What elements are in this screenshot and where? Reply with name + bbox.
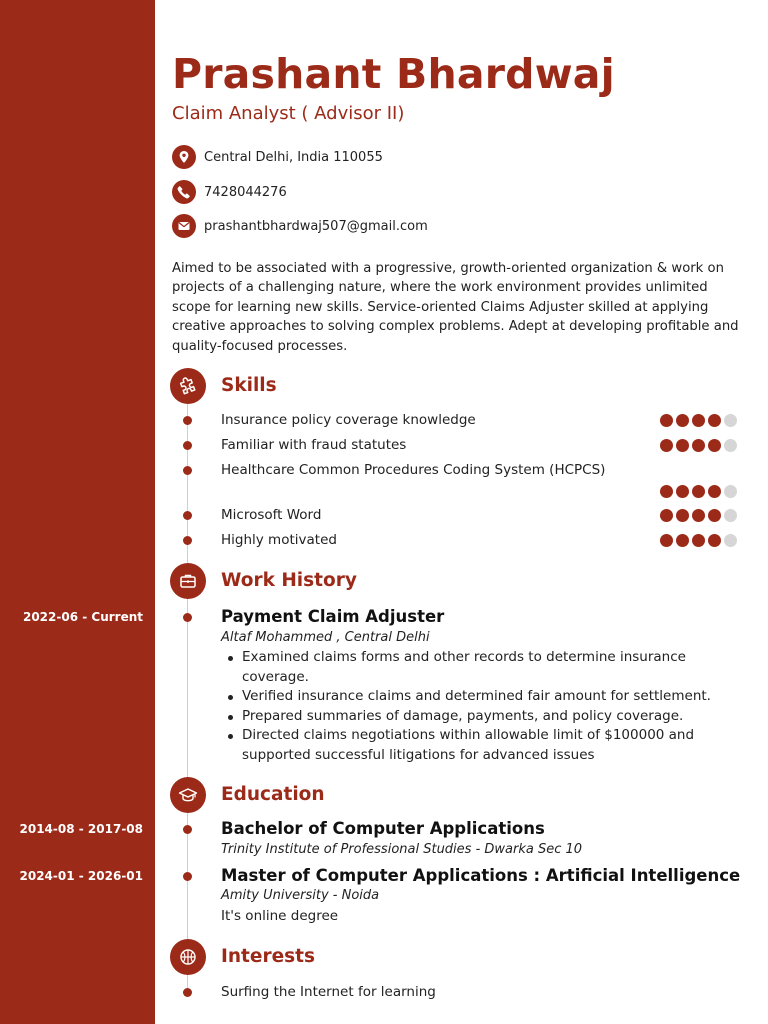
- skills-heading: Skills: [221, 375, 277, 396]
- rating-dot-filled: [692, 534, 705, 547]
- timeline-dot: [183, 825, 192, 834]
- timeline-dot: [183, 416, 192, 425]
- rating-dot-filled: [708, 534, 721, 547]
- rating-dot-filled: [660, 414, 673, 427]
- job-bullets: [242, 648, 742, 765]
- rating-dot-filled: [660, 509, 673, 522]
- rating-dot-filled: [676, 485, 689, 498]
- basketball-icon: [170, 939, 206, 975]
- rating-dot-filled: [692, 485, 705, 498]
- rating-dot-filled: [676, 439, 689, 452]
- email-link[interactable]: prashantbhardwaj507@gmail.com: [204, 218, 428, 234]
- puzzle-icon: [170, 368, 206, 404]
- education-note: It's online degree: [221, 908, 339, 924]
- skill-label: Familiar with fraud statutes: [221, 437, 407, 453]
- education-degree: Bachelor of Computer Applications: [221, 819, 545, 838]
- rating-dot-filled: [692, 414, 705, 427]
- job-title: Payment Claim Adjuster: [221, 607, 445, 626]
- skill-label: Highly motivated: [221, 532, 337, 548]
- timeline-dot: [183, 441, 192, 450]
- interests-heading: Interests: [221, 946, 315, 967]
- job-dates: 2022-06 - Current: [22, 610, 143, 624]
- contact-email[interactable]: [172, 214, 428, 238]
- rating-dot-filled: [660, 485, 673, 498]
- rating-dot-empty: [724, 485, 737, 498]
- timeline-line: [187, 386, 188, 996]
- contact-address: [172, 145, 383, 169]
- rating-dot-empty: [724, 414, 737, 427]
- profile-summary: Aimed to be associated with a progressive, growth-oriented organization & work on projects of a challenging nature, where the work environment provides unlimited scope for learning new skills. Service-oriented Claims Adjuster skilled at applying creative approaches to solving complex problems. Adept at developing profitable and quality-focused processes.: [172, 261, 739, 354]
- skill-rating: [660, 439, 737, 452]
- rating-dot-filled: [708, 439, 721, 452]
- rating-dot-filled: [660, 439, 673, 452]
- skill-label: Healthcare Common Procedures Coding System (HCPCS): [221, 462, 606, 478]
- location-pin-icon: [172, 145, 196, 169]
- education-dates: 2014-08 - 2017-08: [19, 822, 143, 836]
- skill-rating: [660, 534, 737, 547]
- rating-dot-filled: [676, 509, 689, 522]
- candidate-name: Prashant Bhardwaj: [172, 50, 615, 98]
- graduation-cap-icon: [170, 777, 206, 813]
- candidate-title: Claim Analyst ( Advisor II): [172, 103, 405, 124]
- timeline-dot: [183, 466, 192, 475]
- skill-rating: [660, 414, 737, 427]
- job-bullet: Verified insurance claims and determined fair amount for settlement.: [242, 687, 742, 707]
- contact-phone: [172, 180, 287, 204]
- rating-dot-filled: [708, 414, 721, 427]
- briefcase-icon: [170, 563, 206, 599]
- education-school: Amity University - Noida: [221, 888, 380, 903]
- job-bullet: Prepared summaries of damage, payments, and policy coverage.: [242, 707, 742, 727]
- rating-dot-empty: [724, 534, 737, 547]
- rating-dot-filled: [708, 509, 721, 522]
- timeline-dot: [183, 511, 192, 520]
- rating-dot-filled: [692, 439, 705, 452]
- rating-dot-filled: [692, 509, 705, 522]
- work-history-heading: Work History: [221, 570, 357, 591]
- timeline-dot: [183, 988, 192, 997]
- education-dates: 2024-01 - 2026-01: [19, 869, 143, 883]
- job-bullet: Directed claims negotiations within allowable limit of $100000 and supported successful litigations for advanced issues: [242, 726, 742, 765]
- address-text: Central Delhi, India 110055: [204, 149, 383, 165]
- interest-item: Surfing the Internet for learning: [221, 984, 436, 1000]
- rating-dot-filled: [708, 485, 721, 498]
- education-heading: Education: [221, 784, 325, 805]
- rating-dot-filled: [660, 534, 673, 547]
- phone-icon: [172, 180, 196, 204]
- skill-label: Microsoft Word: [221, 507, 322, 523]
- rating-dot-filled: [676, 534, 689, 547]
- education-school: Trinity Institute of Professional Studies - Dwarka Sec 10: [221, 842, 583, 857]
- phone-text: 7428044276: [204, 184, 287, 200]
- rating-dot-empty: [724, 439, 737, 452]
- job-bullet: Examined claims forms and other records to determine insurance coverage.: [242, 648, 742, 687]
- skill-rating: [660, 485, 737, 498]
- timeline-dot: [183, 536, 192, 545]
- rating-dot-filled: [676, 414, 689, 427]
- skill-rating: [660, 509, 737, 522]
- timeline-dot: [183, 872, 192, 881]
- timeline-dot: [183, 613, 192, 622]
- education-degree: Master of Computer Applications : Artificial Intelligence: [221, 866, 741, 885]
- envelope-icon: [172, 214, 196, 238]
- skill-label: Insurance policy coverage knowledge: [221, 412, 476, 428]
- rating-dot-empty: [724, 509, 737, 522]
- job-company: Altaf Mohammed , Central Delhi: [221, 630, 430, 645]
